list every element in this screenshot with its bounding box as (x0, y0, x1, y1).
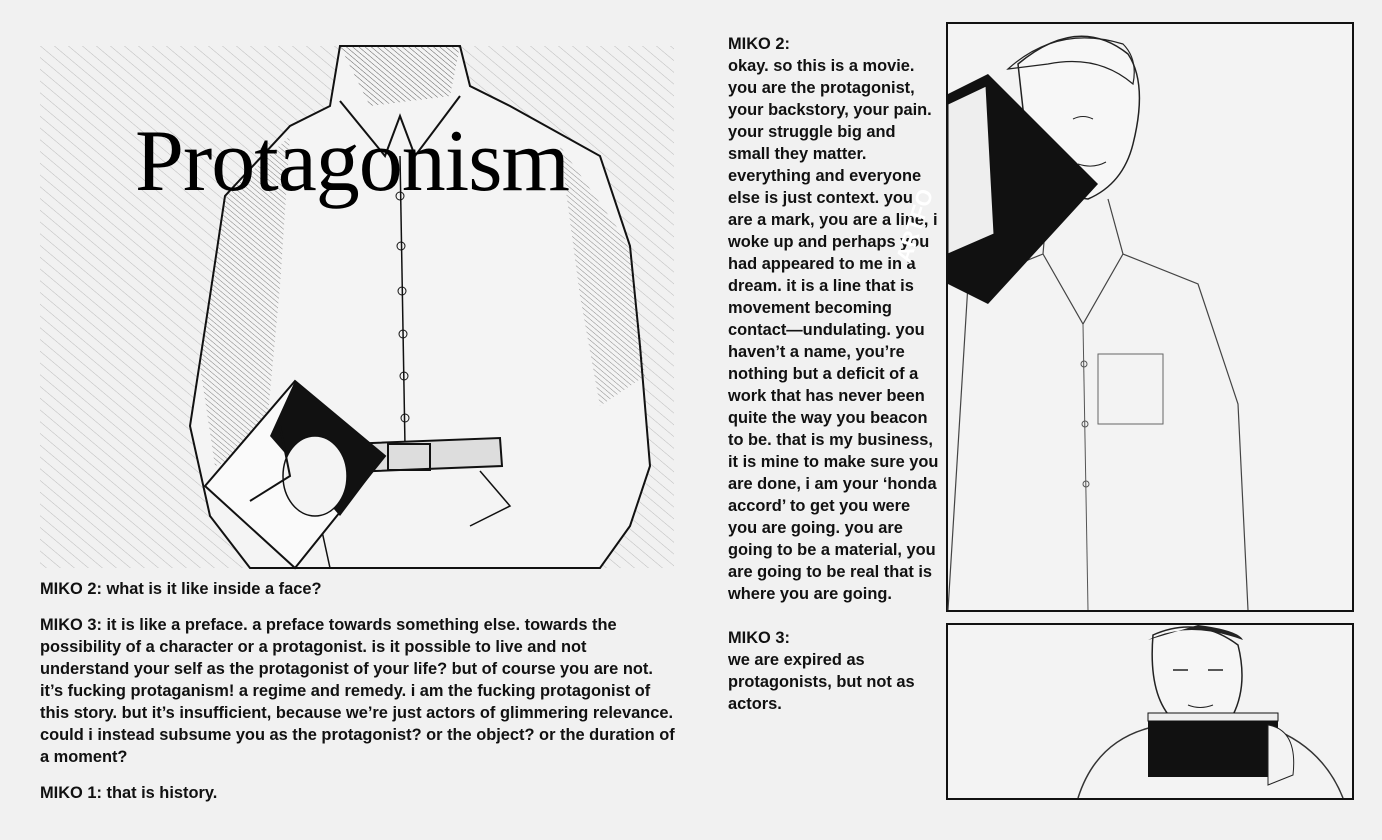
book-drawing (1148, 713, 1294, 785)
dialogue-line (40, 782, 680, 804)
dialogue-text: what is it like inside a face? (106, 580, 322, 598)
dialogue-line (728, 627, 940, 715)
speaker-label: MIKO 3: (40, 616, 102, 634)
right-dialogue (728, 33, 940, 737)
dialogue-line (40, 578, 680, 600)
dialogue-line (728, 33, 940, 605)
dialogue-text: okay. so this is a movie. you are the protagonist, your backstory, your pain. your struggle big and small they matter. everything and everyone else is just context. you are a mark, you are a line, i woke up and perhaps you had appeared to me in a dream. it is a line that is movement becoming contact—undulating. you haven’t a name, you’re nothing but a deficit of a work that has never been quite the way you beacon to be. that is my business, it is mine to make sure you are done, i am your ‘honda accord’ to get you were you are going. you are going to be a material, you are going to be real that is where you are going. (728, 57, 939, 603)
page-title: Protagonism (135, 113, 569, 210)
dialogue-text: that is history. (106, 784, 218, 802)
book-cover-text: ARTFO (890, 185, 939, 266)
speaker-label: MIKO 1: (40, 784, 102, 802)
speaker-label: MIKO 2: (40, 580, 102, 598)
dialogue-text: we are expired as protagonists, but not as actors. (728, 651, 915, 713)
comic-panel-top (890, 22, 1354, 612)
comic-panel-bottom (946, 623, 1354, 800)
left-dialogue (40, 578, 680, 818)
dialogue-line (40, 614, 680, 768)
dialogue-text: it is like a preface. a preface towards something else. towards the possibility of a character or a protagonist. is it possible to live and not understand your self as the protagonist of your life? but of course you are not. it’s fucking protaganism! a regime and remedy. i am the fucking protagonist of this story. but it’s insufficient, because we’re just actors of glimmering relevance. could i instead subsume you as the protagonist? or the object? or the duration of a moment? (40, 616, 675, 766)
speaker-label: MIKO 2: (728, 35, 790, 53)
speaker-label: MIKO 3: (728, 629, 790, 647)
